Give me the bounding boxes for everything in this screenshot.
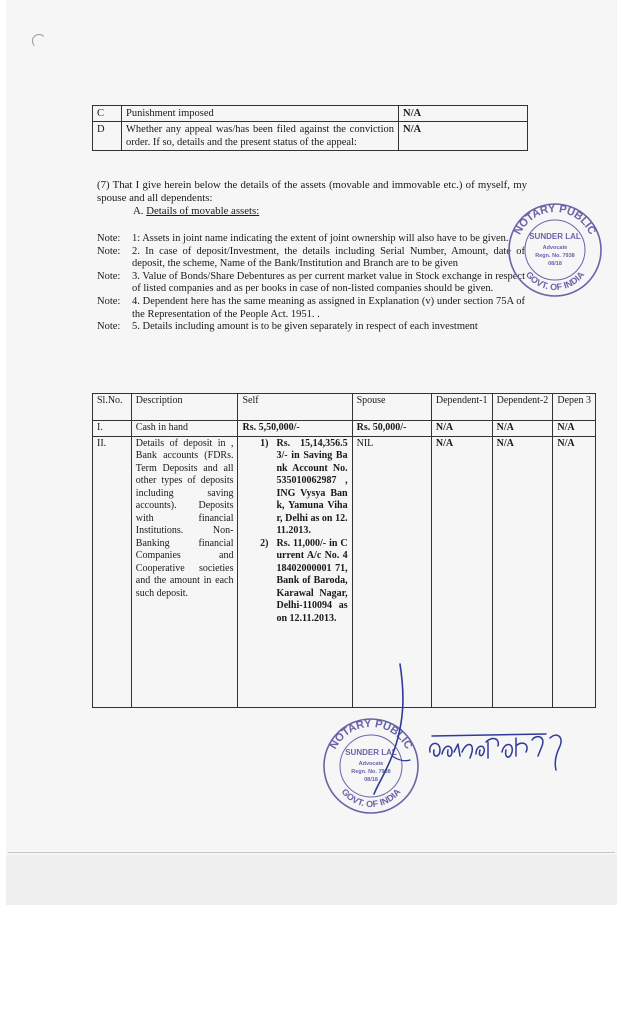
stamp-date: 08/18 [548, 261, 562, 267]
cell-dependent-1: N/A [431, 436, 492, 707]
cell-dependent-1: N/A [431, 421, 492, 437]
stamp-ring-text: NOTARY PUBLIC [511, 202, 599, 237]
row-text: Whether any appeal was/has been filed against the conviction order. If so, details and the present status of the appeal: [122, 122, 399, 151]
deposit-list [242, 438, 347, 626]
note-key: Note: [97, 245, 121, 257]
heading-title: Details of movable assets: [146, 205, 260, 217]
notary-signature-stroke [370, 660, 420, 800]
list-item [242, 438, 347, 538]
page-fold-line [8, 852, 615, 853]
item-text: Rs. 11,000/- in Current A/c No. 418402000001 71, Bank of Baroda, Karawal Nagar, Delhi-110094 as on 12.11.2013. [276, 537, 348, 624]
table-header-row [93, 394, 596, 421]
cell-dependent-3: N/A [553, 421, 596, 437]
cell-dependent-2: N/A [492, 436, 553, 707]
table-row [93, 122, 528, 151]
note-item [97, 233, 525, 246]
note-key: Note: [97, 321, 121, 333]
table-row [93, 436, 596, 707]
col-header-slno: Sl.No. [93, 394, 132, 421]
stamp-sub: Advocate [358, 761, 384, 767]
stamp-date: 08/18 [364, 777, 378, 783]
note-item [97, 271, 525, 296]
notes-list [97, 233, 525, 334]
list-item [242, 538, 347, 626]
note-text: 1: Assets in joint name indicating the extent of joint ownership will also have to be given. [132, 233, 509, 244]
stamp-bottom-text: GOVT. OF INDIA [523, 269, 587, 293]
cell-slno: II. [93, 436, 132, 707]
note-text: 5. Details including amount is to be given separately in respect of each investment [132, 321, 478, 333]
note-key: Note: [97, 270, 121, 282]
stamp-name: SUNDER LAL [529, 232, 581, 241]
row-value: N/A [399, 106, 528, 122]
cell-slno: I. [93, 421, 132, 437]
item-text: Rs. 15,14,356.53/- in Saving Bank Account No. 535010062987 , ING Vysya Bank, Yamuna Vihar, Delhi as on 12.11.2013. [276, 437, 348, 536]
row-text: Punishment imposed [122, 106, 399, 122]
note-item [97, 246, 525, 271]
stamp-ring-text: NOTARY PUBLIC [327, 717, 415, 752]
notary-stamp-top [503, 200, 607, 298]
row-value: N/A [399, 122, 528, 151]
col-header-description: Description [131, 394, 238, 421]
table-row [93, 106, 528, 122]
note-key: Note: [97, 233, 121, 244]
stamp-regn: Regn. No. 7938 [535, 253, 575, 259]
row-label: C [93, 106, 122, 122]
col-header-dependent-3: Depen 3 [553, 394, 596, 421]
movable-assets-table [92, 393, 596, 708]
note-text: 3. Value of Bonds/Share Debentures as per current market value in Stock exchange in respect of listed companies and as per books in case of non-listed companies should be given. [132, 270, 525, 295]
row-label: D [93, 122, 122, 151]
cell-self [238, 436, 352, 707]
page-bottom-margin [6, 855, 617, 905]
cell-spouse: Rs. 50,000/- [352, 421, 431, 437]
item-number: 2) [260, 537, 269, 549]
heading-prefix: A. [133, 205, 147, 217]
col-header-spouse: Spouse [352, 394, 431, 421]
stamp-sub: Advocate [542, 245, 568, 251]
col-header-dependent-1: Dependent-1 [431, 394, 492, 421]
note-key: Note: [97, 295, 121, 307]
note-item [97, 296, 525, 321]
assets-paragraph: (7) That I give herein below the details of the assets (movable and immovable etc.) of myself, my spouse and all dependents: [97, 179, 527, 204]
note-item [97, 321, 525, 334]
handwritten-signature [426, 722, 576, 778]
note-text: 4. Dependent here has the same meaning as assigned in Explanation (v) under section 75A of the Representation of the People Act. 1951. . [132, 295, 525, 320]
cell-description: Details of deposit in , Bank accounts (FDRs. Term Deposits and all other types of deposits including saving accounts). Deposits with financial Institutions. Non-Banking financial Companies and Cooperative societies and the amount in each such deposit. [131, 436, 238, 707]
conviction-details-table [92, 105, 528, 151]
cell-dependent-2: N/A [492, 421, 553, 437]
col-header-self: Self [238, 394, 352, 421]
stamp-bottom-text: GOVT. OF INDIA [339, 786, 403, 810]
col-header-dependent-2: Dependent-2 [492, 394, 553, 421]
cell-dependent-3: N/A [553, 436, 596, 707]
stamp-name: SUNDER LAL [345, 748, 397, 757]
cell-spouse: NIL [352, 436, 431, 707]
item-number: 1) [260, 437, 269, 449]
cell-description: Cash in hand [131, 421, 238, 437]
stamp-regn: Regn. No. 7938 [351, 769, 391, 775]
movable-assets-heading [133, 205, 259, 218]
cell-self: Rs. 5,50,000/- [238, 421, 352, 437]
note-text: 2. In case of deposit/Investment, the details including Serial Number, Amount, date of deposit, the scheme, Name of the Bank/Institution and Branch are to be given [132, 245, 525, 270]
punch-hole-icon [32, 34, 46, 48]
table-row [93, 421, 596, 437]
